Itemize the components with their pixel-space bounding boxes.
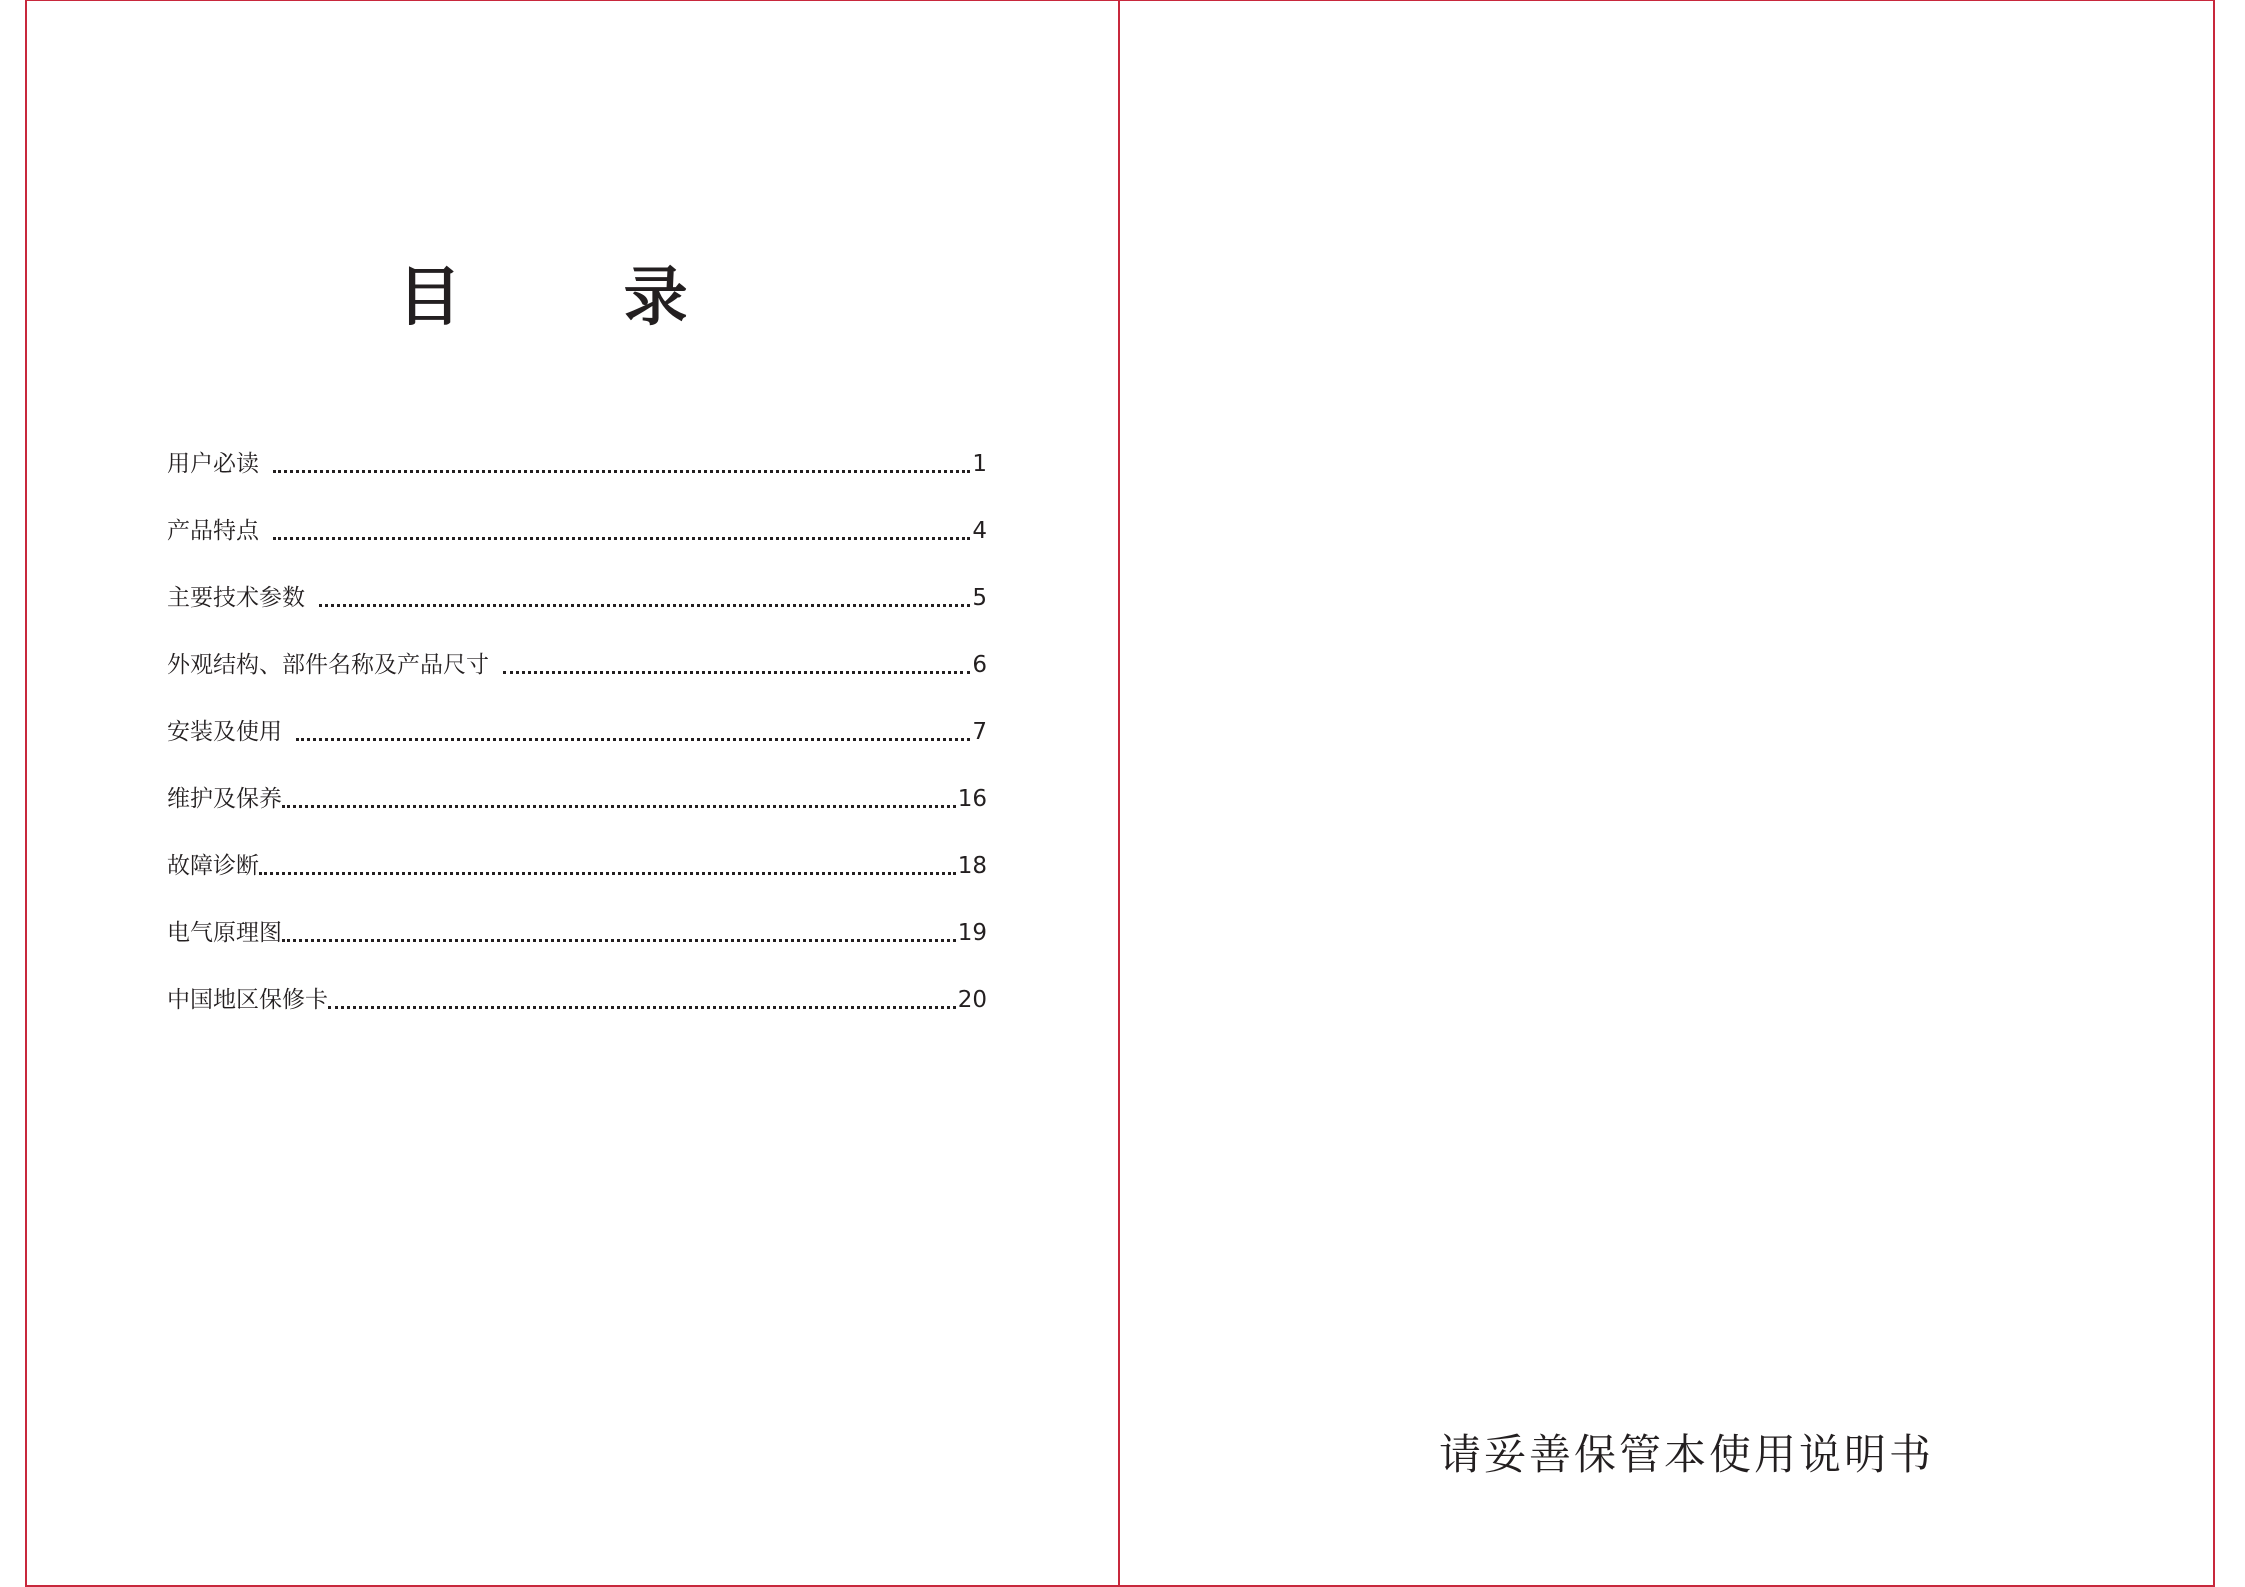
toc-entry[interactable] bbox=[167, 885, 987, 952]
toc-entry-label: 外观结构、部件名称及产品尺寸 bbox=[167, 652, 489, 678]
toc-leader-dots bbox=[282, 805, 956, 808]
toc-entry-label: 产品特点 bbox=[167, 518, 259, 544]
toc-entry-label: 安装及使用 bbox=[167, 719, 282, 745]
toc-entry[interactable] bbox=[167, 818, 987, 885]
toc-entry-page-number: 4 bbox=[972, 518, 987, 544]
toc-list bbox=[167, 416, 987, 1019]
toc-entry-page-number: 19 bbox=[957, 920, 987, 946]
left-page-toc bbox=[25, 0, 1120, 1587]
toc-entry-label: 电气原理图 bbox=[167, 920, 282, 946]
toc-entry-page-number: 1 bbox=[972, 451, 987, 477]
toc-entry[interactable] bbox=[167, 952, 987, 1019]
toc-entry[interactable] bbox=[167, 751, 987, 818]
toc-leader-dots bbox=[282, 939, 956, 942]
toc-entry-label: 中国地区保修卡 bbox=[167, 987, 328, 1013]
toc-entry-label: 故障诊断 bbox=[167, 853, 259, 879]
toc-entry-page-number: 20 bbox=[957, 987, 987, 1013]
toc-entry[interactable] bbox=[167, 684, 987, 751]
keep-manual-notice: 请妥善保管本使用说明书 bbox=[1438, 1430, 1934, 1479]
toc-leader-dots bbox=[273, 470, 970, 473]
toc-leader-dots bbox=[259, 872, 956, 875]
toc-entry-page-number: 16 bbox=[957, 786, 987, 812]
toc-entry[interactable] bbox=[167, 550, 987, 617]
right-page bbox=[1120, 0, 2215, 1587]
toc-entry[interactable] bbox=[167, 483, 987, 550]
toc-title: 目 录 bbox=[397, 261, 758, 335]
toc-entry-page-number: 18 bbox=[957, 853, 987, 879]
toc-leader-dots bbox=[296, 738, 970, 741]
toc-entry[interactable] bbox=[167, 416, 987, 483]
toc-leader-dots bbox=[503, 671, 970, 674]
toc-leader-dots bbox=[273, 537, 970, 540]
toc-entry-label: 维护及保养 bbox=[167, 786, 282, 812]
toc-entry-label: 用户必读 bbox=[167, 451, 259, 477]
toc-entry-page-number: 7 bbox=[972, 719, 987, 745]
toc-leader-dots bbox=[319, 604, 970, 607]
toc-entry-page-number: 5 bbox=[972, 585, 987, 611]
toc-entry-label: 主要技术参数 bbox=[167, 585, 305, 611]
toc-entry-page-number: 6 bbox=[972, 652, 987, 678]
toc-entry[interactable] bbox=[167, 617, 987, 684]
toc-leader-dots bbox=[328, 1006, 956, 1009]
